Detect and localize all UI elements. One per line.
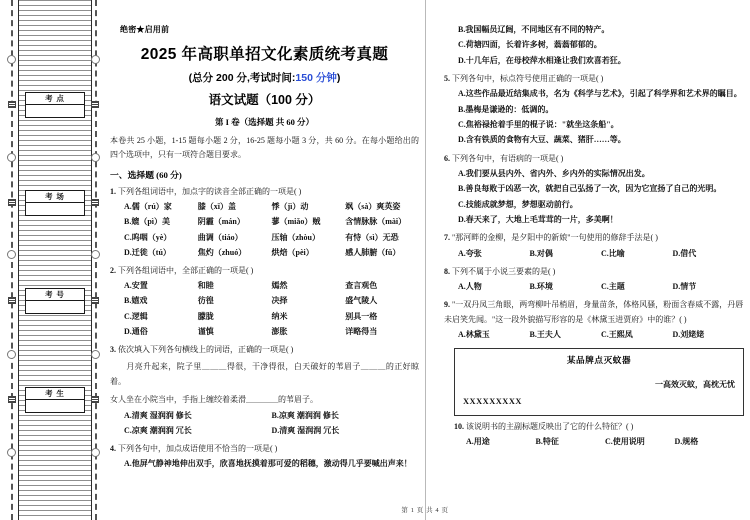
question-1-option-b4[interactable]: 含情脉脉（mài） — [345, 217, 407, 227]
exam-instructions: 本卷共 25 小题，1-15 题每小题 2 分，16-25 题每小题 3 分，共 60 分。在每小题给出的四个选项中，只有一项符合题目要求。 — [110, 136, 419, 159]
seal-field-student-label: 考 生 — [26, 388, 84, 400]
question-8-option-c[interactable]: C.主题 — [601, 282, 625, 292]
question-3-number: 3. — [110, 344, 116, 354]
seal-field-examroom-label: 考 场 — [26, 191, 84, 203]
question-2-option-c2[interactable]: 朦胧 — [197, 311, 214, 321]
seal-field-examroom[interactable] — [25, 190, 85, 216]
question-7-option-a[interactable]: A.夸张 — [458, 248, 482, 258]
question-7-text: "那河畔的金柳，是夕阳中的新娘"一句使用的修辞手法是( ) — [452, 233, 658, 243]
question-1-option-d4[interactable]: 感人肺腑（fǔ） — [345, 247, 401, 257]
question-2-option-d2[interactable]: 谨慎 — [197, 326, 214, 336]
exam-meta-line — [110, 70, 419, 85]
left-column — [100, 0, 425, 520]
question-2-option-d3[interactable]: 澎胀 — [271, 326, 288, 336]
question-8-number: 8. — [444, 266, 450, 276]
question-9-text-1: "一双丹凤三角眼，两弯柳叶吊梢眉，身量苗条，体格风骚，粉面含春威不露，丹唇 — [452, 300, 744, 310]
question-10-number: 10. — [454, 421, 464, 431]
question-2-option-a2[interactable]: 和睦 — [197, 281, 214, 291]
question-2-option-c4[interactable]: 别具一格 — [345, 311, 378, 321]
question-6-stem — [444, 152, 744, 166]
seal-ring-mark — [7, 55, 16, 64]
question-3-option-d[interactable]: D.清爽 湿润润 冗长 — [271, 425, 340, 435]
seal-field-student[interactable] — [25, 387, 85, 413]
seal-dashed-rail-right — [95, 0, 97, 520]
question-5-number: 5. — [444, 74, 450, 84]
seal-field-examnumber[interactable] — [25, 288, 85, 314]
question-4-option-d[interactable]: D.十几年后，在母校萍水相逢让我们欢喜若狂。 — [458, 55, 626, 65]
question-1-option-a2[interactable]: 膝（xī）盖 — [197, 202, 236, 212]
question-2-option-c[interactable]: C.逻辑 — [124, 311, 148, 321]
question-10-text: 该说明书的主副标题反映出了它的什么特征？( ) — [466, 421, 634, 431]
question-9-option-d[interactable]: D.刘姥姥 — [672, 329, 705, 339]
question-6-option-b[interactable]: B.善良每败于凶恶一次，就把自己弘扬了一次，因为它宣扬了自己的光明。 — [458, 184, 722, 194]
seal-ring-mark — [7, 153, 16, 162]
question-9-stem-line-1 — [444, 298, 744, 312]
question-1-option-d2[interactable]: 焦灼（zhuó） — [197, 247, 247, 257]
question-1-option-row — [110, 230, 419, 245]
question-4-stem — [110, 442, 419, 456]
seal-tick-mark — [91, 396, 99, 403]
question-3-passage-line-1 — [110, 360, 419, 390]
question-1-option-c[interactable]: C.呜咽（yè） — [124, 232, 172, 242]
question-2-option-b2[interactable]: 彷徨 — [197, 296, 214, 306]
question-1-number: 1. — [110, 187, 116, 196]
question-8-text: 下列不属于小说三要素的是( ) — [452, 266, 556, 276]
question-7-number: 7. — [444, 233, 450, 243]
question-7-option-d[interactable]: D.借代 — [672, 248, 697, 258]
question-5-option-a[interactable]: A.这些作品最近结集成书，名为《科学与艺术》，引起了科学界和艺术界的瞩目。 — [458, 89, 742, 99]
question-8-option-b[interactable]: B.环境 — [529, 282, 553, 292]
seal-ring-mark — [91, 55, 100, 64]
question-1-option-c2[interactable]: 曲调（tiáo） — [197, 232, 243, 242]
seal-ring-mark — [7, 448, 16, 457]
seal-ring-mark — [91, 250, 100, 259]
seal-field-examsite[interactable] — [25, 92, 85, 118]
question-10-option-c[interactable]: C.使用说明 — [605, 437, 645, 447]
product-manual-code: XXXXXXXXX — [463, 396, 522, 406]
seal-ring-mark — [91, 153, 100, 162]
question-2-option-row — [110, 278, 419, 293]
question-6-option-c[interactable]: C.技能成就梦想，梦想驱动前行。 — [458, 199, 578, 209]
question-3-option-b[interactable]: B.凉爽 潮润润 修长 — [271, 410, 339, 420]
question-5-text: 下列各句中，标点符号使用正确的一项是( ) — [452, 74, 604, 84]
question-1-option-row — [110, 199, 419, 214]
question-1-option-a[interactable]: A.儒（rú）家 — [124, 202, 172, 212]
page-title: 2025 年高职单招文化素质统考真题 — [140, 46, 389, 63]
question-3-text: 依次填入下列各句横线上的词语，正确的一项是( ) — [118, 344, 294, 354]
question-6-number: 6. — [444, 153, 450, 163]
question-9-option-b[interactable]: B.王夫人 — [529, 329, 561, 339]
seal-tick-mark — [91, 199, 99, 206]
page-footer: 第 1 页 共 4 页 — [401, 507, 449, 514]
secret-notice: 绝密★启用前 — [120, 25, 170, 34]
question-9-number: 9. — [444, 300, 450, 310]
question-9-stem-line-2: 未启笑先闻。"这一段外貌描写形容的是《林黛玉进贾府》中的谁？( ) — [444, 314, 687, 324]
right-column — [425, 0, 750, 520]
question-10-stem — [444, 420, 744, 434]
question-2-text: 下列各组词语中，全部正确的一项是( ) — [118, 265, 254, 275]
question-6-option-d[interactable]: D.春天来了，大地上毛茸茸的一片，多美啊！ — [458, 215, 618, 225]
seal-field-examnumber-label: 考 号 — [26, 289, 84, 301]
question-4-number: 4. — [110, 443, 116, 453]
question-2-option-a[interactable]: A.安置 — [124, 281, 148, 291]
seal-dashed-rail-left — [11, 0, 13, 520]
question-5-stem — [444, 72, 744, 86]
question-4-option-c[interactable]: C.荷塘四面，长着许多树，蓊蓊郁郁的。 — [458, 40, 602, 50]
question-8-option-a[interactable]: A.人物 — [458, 282, 482, 292]
question-2-number: 2. — [110, 265, 116, 275]
question-1-option-a3[interactable]: 悸（jì）动 — [271, 202, 309, 212]
question-4-text: 下列各句中，加点成语使用不恰当的一项是( ) — [118, 443, 278, 453]
paper-content — [100, 0, 750, 520]
question-8-option-row — [444, 279, 744, 294]
seal-ring-mark — [7, 250, 16, 259]
question-6-text: 下列各句中，有语病的一项是( ) — [452, 153, 564, 163]
exam-meta-suffix: ) — [336, 72, 341, 84]
question-1-text: 下列各组词语中，加点字的读音全部正确的一项是( ) — [118, 187, 302, 196]
seal-ring-mark — [91, 448, 100, 457]
question-1-stem — [110, 185, 419, 199]
question-9-option-a[interactable]: A.林黛玉 — [458, 329, 490, 339]
seal-ring-mark — [7, 350, 16, 359]
question-3-passage-line-2: 女人坐在小院当中，手指上缠绞着柔滑＿＿＿＿的苇眉子。 — [110, 394, 318, 404]
question-8-stem — [444, 265, 744, 279]
question-3-option-row — [110, 423, 419, 438]
seal-field-student-input[interactable] — [26, 400, 84, 412]
section-banner: 第 I 卷（选择题 共 60 分） — [215, 117, 314, 127]
seal-tick-mark — [91, 101, 99, 108]
question-2-option-b4[interactable]: 盛气陵人 — [345, 296, 378, 306]
question-4-option-b[interactable]: B.我国幅员辽阔，不同地区有不同的特产。 — [458, 25, 610, 34]
question-2-option-d[interactable]: D.通俗 — [124, 326, 148, 336]
question-10-option-b[interactable]: B.特征 — [535, 437, 559, 447]
seal-binding-strip — [0, 0, 100, 520]
seal-field-examnumber-input[interactable] — [26, 301, 84, 313]
product-manual-slogan: 一高效灭蚊，高枕无忧 — [655, 379, 735, 389]
question-7-option-row — [444, 246, 744, 261]
question-9-option-c[interactable]: C.王熙凤 — [601, 329, 633, 339]
product-manual-stimulus-box — [454, 348, 744, 416]
question-10-option-a[interactable]: A.用途 — [466, 437, 490, 447]
question-10-option-d[interactable]: D.规格 — [674, 437, 699, 447]
subject-title: 语文试题（100 分） — [208, 93, 321, 107]
question-1-option-row — [110, 214, 419, 229]
question-1-option-d3[interactable]: 烘焙（pèi） — [271, 247, 314, 257]
question-2-option-a3[interactable]: 嫣然 — [271, 281, 288, 291]
seal-hatch-pattern — [18, 0, 92, 520]
question-1-option-d[interactable]: D.迁徙（tú） — [124, 247, 171, 257]
question-2-option-a4[interactable]: 查言观色 — [345, 281, 378, 291]
seal-tick-mark — [8, 199, 16, 206]
question-2-option-d4[interactable]: 详略得当 — [345, 326, 378, 336]
question-1-option-c3[interactable]: 压轴（zhòu） — [271, 232, 320, 242]
question-1-option-a4[interactable]: 飒（sà）爽英姿 — [345, 202, 401, 212]
question-3-option-c[interactable]: C.凉爽 潮润润 冗长 — [124, 425, 192, 435]
question-5-option-c[interactable]: C.焦裕禄抢着手里的棍子说："就坐这条船"。 — [458, 120, 619, 130]
question-1-option-b3[interactable]: 蓼（miǎo）贼 — [271, 217, 321, 227]
product-manual-title: 某品牌点灭蚊器 — [566, 354, 632, 365]
question-7-stem — [444, 231, 744, 245]
question-1-option-b2[interactable]: 阴霾（mán） — [197, 217, 245, 227]
seal-ring-mark — [91, 350, 100, 359]
question-2-option-row — [110, 309, 419, 324]
question-3-option-row — [110, 408, 419, 423]
question-6-option-a[interactable]: A.我们要从县内外、省内外、乡内外的实际情况出发。 — [458, 168, 650, 178]
question-9-option-row — [444, 327, 744, 342]
question-7-option-b[interactable]: B.对偶 — [529, 248, 553, 258]
seal-field-examsite-label: 考 点 — [26, 93, 84, 105]
question-2-option-b3[interactable]: 决择 — [271, 296, 288, 306]
question-3-option-a[interactable]: A.清爽 湿润润 修长 — [124, 410, 192, 420]
question-2-option-b[interactable]: B.嬉戏 — [124, 296, 148, 306]
question-5-option-b[interactable]: B.墨梅是谦逊的：低调的。 — [458, 104, 554, 114]
question-2-stem — [110, 264, 419, 278]
question-2-option-c3[interactable]: 纳米 — [271, 311, 288, 321]
question-4-option-a[interactable]: A.他屏气静神地伸出双手，欣喜地抚摸着那可爱的稻穗，激动得几乎要喊出声来！ — [124, 459, 412, 469]
question-8-option-d[interactable]: D.情节 — [672, 282, 697, 292]
question-1-option-c4[interactable]: 有恃（sì）无恐 — [345, 232, 399, 242]
question-2-option-row — [110, 293, 419, 308]
exam-meta-prefix: (总分 200 分,考试时间: — [188, 72, 296, 84]
seal-tick-mark — [8, 101, 16, 108]
seal-field-examsite-input[interactable] — [26, 105, 84, 117]
question-1-option-b[interactable]: B.媲（pì）美 — [124, 217, 171, 227]
question-5-option-d[interactable]: D.含有铁质的食物有大豆、蔬菜、猪肝……等。 — [458, 135, 626, 145]
exam-duration-value: 150 分钟 — [295, 72, 337, 84]
question-10-option-row — [444, 434, 744, 449]
question-3-passage-text-1: 月亮升起来，院子里＿＿＿得很，干净得很，白天破好的苇眉子＿＿＿的正好晾着。 — [110, 362, 419, 386]
seal-field-examroom-input[interactable] — [26, 203, 84, 215]
seal-tick-mark — [8, 396, 16, 403]
question-1-option-row — [110, 245, 419, 260]
seal-tick-mark — [8, 297, 16, 304]
seal-tick-mark — [91, 297, 99, 304]
part-heading-choice: 一、选择题 (60 分) — [110, 170, 182, 180]
question-2-option-row — [110, 324, 419, 339]
question-7-option-c[interactable]: C.比喻 — [601, 248, 625, 258]
question-3-stem — [110, 343, 419, 357]
